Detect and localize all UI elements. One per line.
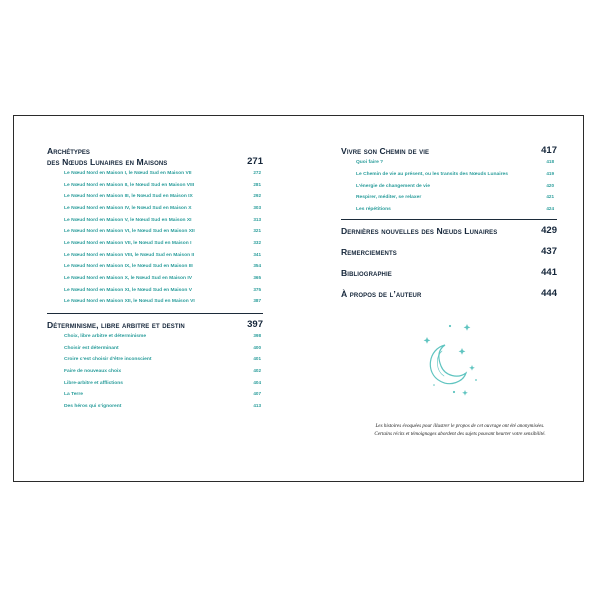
toc-entry-label: Le Nœud Nord en Maison V, le Nœud Sud en Maison XI [64,217,192,223]
toc-heading [341,289,557,299]
toc-entry [64,275,261,282]
toc-entry-page: 375 [253,286,261,292]
toc-entry-label: Respirer, méditer, se relaxer [356,195,422,201]
toc-heading [341,247,557,257]
star-icon [462,390,468,396]
toc-heading-page: 429 [541,225,557,236]
toc-entry [356,206,554,213]
toc-entry-label: Le Nœud Nord en Maison VIII, le Nœud Sud en Maison II [64,252,195,258]
toc-entry-label: Le Nœud Nord en Maison III, le Nœud Sud en Maison IX [64,194,193,200]
toc-entry [64,182,261,189]
section-divider [341,219,557,220]
toc-entry-label: Le Nœud Nord en Maison I, le Nœud Sud en Maison VII [64,171,192,176]
section-title-archetypes-line1: Archétypes [47,146,90,156]
toc-entry-label: Le Chemin de vie au présent, ou les transits des Nœuds Lunaires [356,171,508,177]
toc-entry [64,356,261,363]
star-icon [424,337,431,344]
toc-entry-page: 387 [253,298,261,304]
toc-entry-page: 332 [253,239,261,245]
toc-entry [64,287,261,294]
book-spread [13,115,584,482]
toc-entry-page: 402 [253,367,261,373]
toc-entry-label: La Terre [64,392,83,398]
toc-entry [356,171,554,178]
toc-entry-label: Des héros qui s’ignorent [64,403,122,409]
crescent-moon-with-stars-icon [414,321,494,405]
toc-entry-page: 419 [546,170,554,176]
toc-entry [64,345,261,352]
section-heading-vivre [341,146,557,156]
toc-heading-title: Dernières nouvelles des Nœuds Lunaires [341,226,498,236]
toc-entry [356,183,554,190]
section-title: Déterminisme, libre arbitre et destin [47,320,185,330]
toc-entry [64,368,261,375]
toc-entry-page: 404 [253,379,261,385]
toc-entry-label: Le Nœud Nord en Maison IX, le Nœud Sud en Maison III [64,264,193,270]
disclaimer-note [354,422,566,438]
toc-entry [356,194,554,201]
toc-entry-page: 418 [546,159,554,164]
toc-entry-page: 400 [253,344,261,350]
section-page: 271 [247,156,263,167]
toc-entry-page: 365 [253,274,261,280]
toc-entry [64,380,261,387]
toc-entry-page: 424 [546,206,554,212]
toc-entry-label: Libre-arbitre et afflictions [64,380,123,386]
toc-entry-label: Le Nœud Nord en Maison XII, le Nœud Sud en Maison VI [64,299,195,305]
toc-heading-page: 437 [541,246,557,257]
toc-entry [64,391,261,398]
toc-entry [64,170,261,177]
toc-entry-label: Le Nœud Nord en Maison VI, le Nœud Sud en Maison XII [64,229,195,235]
toc-entry-page: 421 [546,194,554,200]
section-page: 397 [247,319,263,330]
toc-entry-label: L’énergie de changement de vie [356,183,430,189]
toc-entry-label: Les répétitions [356,207,391,213]
toc-entry [64,193,261,200]
toc-entry-page: 401 [253,356,261,362]
star-icon [469,365,475,371]
toc-entry-label: Le Nœud Nord en Maison VII, le Nœud Sud en Maison I [64,240,192,246]
section-divider [47,313,263,314]
toc-heading-page: 444 [541,288,557,299]
toc-heading-title: Remerciements [341,247,397,257]
toc-entry-label: Croire c’est choisir d’être inconscient [64,357,152,363]
toc-entry-label: Le Nœud Nord en Maison X, le Nœud Sud en Maison IV [64,275,192,281]
note-line-2: Certains récits et témoignages abordent des sujets pouvant heurter votre sensibilité. [374,431,546,437]
toc-entry-page: 292 [253,193,261,199]
toc-entry-label: Le Nœud Nord en Maison II, le Nœud Sud en Maison VIII [64,182,195,188]
toc-entry-label: Le Nœud Nord en Maison XI, le Nœud Sud en Maison V [64,287,192,293]
toc-entry [64,252,261,259]
toc-entry [64,298,261,305]
toc-entry [64,205,261,212]
toc-heading-title: À propos de l’auteur [341,289,422,299]
toc-entry [64,403,261,410]
toc-entry-label: Faire de nouveaux choix [64,368,122,374]
toc-heading [341,226,557,236]
toc-entry [64,228,261,235]
star-icon [459,348,466,355]
toc-entry-label: Choix, libre arbitre et déterminisme [64,334,147,339]
toc-entry [64,217,261,224]
toc-entry-page: 303 [253,204,261,210]
note-line-1: Les histoires évoquées pour illustrer le propos de cet ouvrage ont été anonymisées. [375,423,545,429]
toc-entry [64,333,261,340]
section-heading-determinisme [47,320,263,330]
toc-entry-page: 272 [253,170,261,175]
toc-entry-page: 281 [253,181,261,187]
toc-entry-label: Quoi faire ? [356,160,384,165]
star-icon [464,324,471,331]
toc-entry-label: Choisir est déterminant [64,345,119,351]
toc-entry [64,263,261,270]
section-title-archetypes-line2: des Nœuds Lunaires en Maisons [47,157,168,167]
toc-entry-page: 321 [253,228,261,234]
toc-heading-title: Bibliographie [341,268,392,278]
toc-entry-page: 398 [253,333,261,338]
toc-entry-page: 420 [546,182,554,188]
section-title: Vivre son Chemin de vie [341,146,430,156]
toc-entry-page: 407 [253,391,261,397]
toc-entry [64,240,261,247]
toc-entry-page: 413 [253,402,261,408]
left-page [14,116,299,481]
toc-entry [356,159,554,166]
toc-heading [341,268,557,278]
right-page [299,116,584,481]
toc-entry-page: 341 [253,251,261,257]
toc-entry-label: Le Nœud Nord en Maison IV, le Nœud Sud en Maison X [64,205,192,211]
toc-entry-page: 354 [253,263,261,269]
section-heading-archetypes [47,157,263,167]
toc-entry-page: 313 [253,216,261,222]
toc-heading-page: 441 [541,267,557,278]
section-page: 417 [541,145,557,156]
